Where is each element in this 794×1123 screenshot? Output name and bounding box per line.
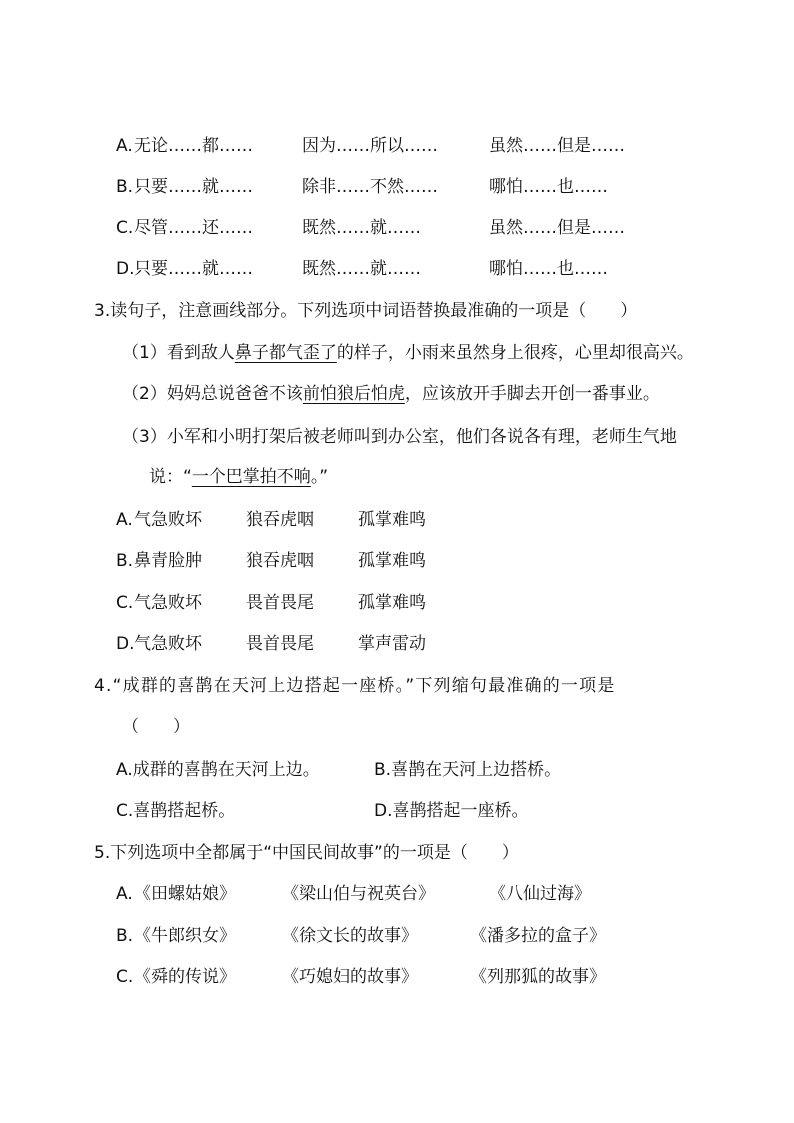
option-text: A.成群的喜鹊在天河上边。 — [116, 760, 320, 780]
option-text: 虽然……但是…… — [489, 218, 625, 238]
underlined-phrase: 鼻子都气歪了 — [234, 343, 337, 363]
option-text: 尽管……还…… — [134, 218, 253, 238]
option-text: 掌声雷动 — [358, 634, 426, 654]
q4-stem: 4.“成群的喜鹊在天河上边搭起一座桥。”下列缩句最准确的一项是 — [94, 676, 616, 696]
option-text: B.喜鹊在天河上边搭桥。 — [374, 760, 562, 780]
option-text: 气急败坏 — [134, 593, 202, 613]
option-text: 哪怕……也…… — [489, 259, 608, 279]
option-text: 只要……就…… — [134, 177, 253, 197]
option-text: D.喜鹊搭起一座桥。 — [374, 801, 529, 821]
sentence-text: 的样子，小雨来虽然身上很疼，心里却很高兴。 — [336, 343, 694, 363]
option-text: B. — [116, 551, 134, 571]
option-text: C. — [116, 593, 134, 613]
option-text: 虽然……但是…… — [489, 136, 625, 156]
q5-stem: 5.下列选项中全都属于“中国民间故事”的一项是（ ） — [94, 843, 519, 863]
option-text: 除非……不然…… — [302, 177, 438, 197]
q3-sentence-1 — [122, 340, 694, 366]
option-text: A. — [116, 136, 133, 156]
option-text: 《徐文长的故事》 — [282, 926, 418, 946]
option-text: 只要……就…… — [134, 259, 253, 279]
option-text: 狼吞虎咽 — [246, 551, 314, 571]
option-text: A. — [116, 884, 133, 904]
option-text: 《梁山伯与祝英台》 — [282, 884, 435, 904]
option-text: 气急败坏 — [134, 510, 202, 530]
option-text: 畏首畏尾 — [246, 593, 314, 613]
underlined-phrase: 前怕狼后怕虎 — [302, 384, 405, 404]
option-text: 《田螺姑娘》 — [134, 884, 236, 904]
option-text: 《巧媳妇的故事》 — [282, 967, 418, 987]
sentence-text: （1）看到敌人 — [122, 343, 235, 363]
option-text: 《舜的传说》 — [134, 967, 236, 987]
sentence-text: 。” — [310, 467, 329, 487]
option-text: 《潘多拉的盒子》 — [470, 926, 606, 946]
option-text: C.喜鹊搭起桥。 — [116, 801, 236, 821]
option-text: B. — [116, 177, 134, 197]
option-text: 气急败坏 — [134, 634, 202, 654]
q3-sentence-3-cont — [149, 464, 328, 490]
option-text: 无论……都…… — [134, 136, 253, 156]
option-text: 哪怕……也…… — [489, 177, 608, 197]
option-text: 孤掌难鸣 — [358, 593, 426, 613]
option-text: D. — [116, 634, 135, 654]
q3-stem: 3.读句子，注意画线部分。下列选项中词语替换最准确的一项是（ ） — [94, 301, 638, 321]
option-text: 《牛郎织女》 — [134, 926, 236, 946]
sentence-text: ，应该放开手脚去开创一番事业。 — [404, 384, 660, 404]
underlined-phrase: 一个巴掌拍不响 — [191, 467, 311, 487]
q4-answer-paren: （ ） — [122, 717, 190, 737]
option-text: 孤掌难鸣 — [358, 551, 426, 571]
option-text: 《八仙过海》 — [489, 884, 591, 904]
option-text: D. — [116, 259, 135, 279]
option-text: B. — [116, 926, 134, 946]
option-text: A. — [116, 510, 133, 530]
q3-sentence-3: （3）小军和小明打架后被老师叫到办公室，他们各说各有理，老师生气地 — [122, 427, 677, 447]
option-text: C. — [116, 218, 134, 238]
option-text: 孤掌难鸣 — [358, 510, 426, 530]
option-text: 狼吞虎咽 — [246, 510, 314, 530]
option-text: 既然……就…… — [302, 259, 421, 279]
option-text: 鼻青脸肿 — [134, 551, 202, 571]
option-text: 因为……所以…… — [302, 136, 438, 156]
option-text: 畏首畏尾 — [246, 634, 314, 654]
option-text: 既然……就…… — [302, 218, 421, 238]
option-text: 《列那狐的故事》 — [470, 967, 606, 987]
sentence-text: （2）妈妈总说爸爸不该 — [122, 384, 303, 404]
q3-sentence-2 — [122, 381, 660, 407]
option-text: C. — [116, 967, 134, 987]
sentence-text: 说：“ — [149, 467, 192, 487]
